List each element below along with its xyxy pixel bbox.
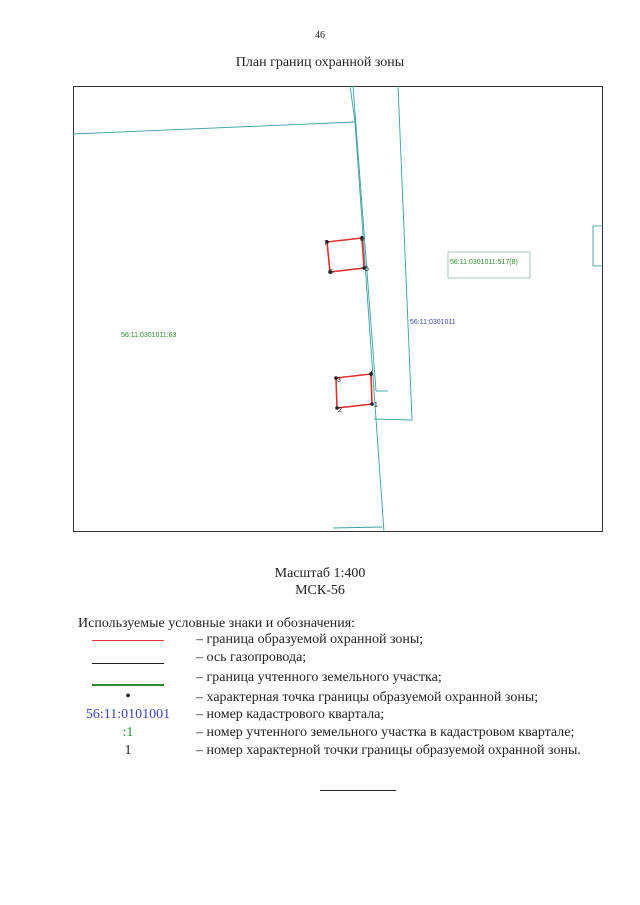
point-label-5: 5 xyxy=(365,266,369,273)
zone-line-swatch xyxy=(92,640,164,641)
point-number-sample: 1 xyxy=(124,743,132,758)
point-label-7: 7 xyxy=(324,240,328,247)
legend-text-pipeline: – ось газопровода; xyxy=(196,650,307,665)
legend-point xyxy=(78,690,618,707)
parcel-label-63: 56:11:0301011:63 xyxy=(121,332,177,339)
point-label-8: 8 xyxy=(360,236,364,243)
legend-point-number xyxy=(78,743,618,760)
point-label-4: 4 xyxy=(369,371,373,378)
quarter-label: 56:11:0301011 xyxy=(410,319,456,326)
plan-title: План границ охранной зоны xyxy=(235,55,405,70)
legend-text-zone: – граница образуемой охранной зоны; xyxy=(196,632,424,647)
legend-text-parcel: – граница учтенного земельного участка; xyxy=(196,670,442,685)
legend-zone-boundary xyxy=(78,632,618,649)
page-number: 46 xyxy=(315,30,325,41)
point-label-6: 6 xyxy=(329,269,333,276)
scale-block xyxy=(0,565,640,599)
legend-pipeline-axis xyxy=(78,650,618,667)
zone-boundary-lower xyxy=(336,374,372,408)
point-label-3: 3 xyxy=(337,377,341,384)
bottom-separator xyxy=(320,790,396,791)
point-label-1: 1 xyxy=(374,402,378,409)
legend-text-quarter: – номер кадастрового квартала; xyxy=(196,707,385,722)
quarter-sample: 56:11:0101001 xyxy=(85,707,171,722)
pipeline-line-swatch xyxy=(92,663,164,664)
legend-text-point: – характерная точка границы образуемой охранной зоны; xyxy=(196,690,539,705)
scale-text: Масштаб 1:400 xyxy=(274,566,366,581)
parcel-number-sample: :1 xyxy=(122,725,134,740)
legend-parcel-number xyxy=(78,725,618,742)
point-dot-icon: • xyxy=(125,688,131,705)
coord-system: МСК-56 xyxy=(295,583,345,598)
parcel-boundaries xyxy=(73,86,603,532)
point-label-2: 2 xyxy=(338,407,342,414)
legend-text-parcel-number: – номер учтенного земельного участка в кадастровом квартале; xyxy=(196,725,575,740)
zone-boundary-upper xyxy=(327,238,364,272)
boundary-plan-map xyxy=(73,86,603,532)
parcel-line-swatch xyxy=(92,684,164,686)
legend-title: Используемые условные знаки и обозначения: xyxy=(78,616,356,631)
map-frame xyxy=(74,87,603,532)
legend-parcel-boundary xyxy=(78,670,618,687)
legend-quarter xyxy=(78,707,618,724)
legend-text-point-number: – номер характерной точки границы образуемой охранной зоны. xyxy=(196,743,581,758)
parcel-label-517: 56:11:0301011:517(8) xyxy=(450,259,518,266)
